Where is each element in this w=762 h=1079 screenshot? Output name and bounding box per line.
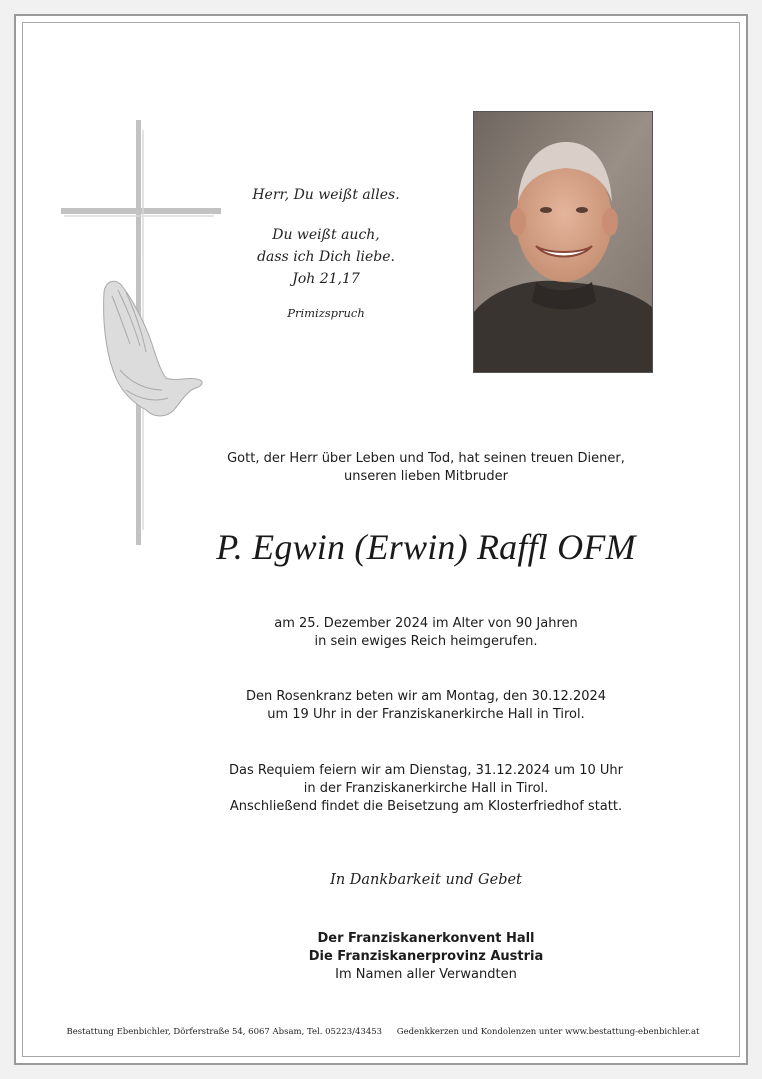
verse-line-1: Herr, Du weißt alles. (252, 187, 400, 203)
requiem-info (166, 762, 686, 816)
portrait-photo (473, 111, 653, 373)
intro-line-2: unseren lieben Mitbruder (344, 469, 508, 484)
requiem-line-2: in der Franziskanerkirche Hall in Tirol. (303, 781, 549, 796)
death-line-2: in sein ewiges Reich heimgerufen. (314, 634, 538, 649)
mourners (166, 930, 686, 984)
requiem-line-1: Das Requiem feiern wir am Dienstag, 31.12.2024 um 10 Uhr (229, 763, 623, 778)
bible-verse (231, 184, 421, 320)
verse-caption: Primizspruch (287, 306, 365, 320)
rosary-line-2: um 19 Uhr in der Franziskanerkirche Hall in Tirol. (267, 707, 585, 722)
mourner-line-1: Der Franziskanerkonvent Hall (317, 931, 535, 946)
closing-phrase: In Dankbarkeit und Gebet (330, 872, 522, 888)
verse-line-3: dass ich Dich liebe. (257, 249, 395, 265)
mourner-line-3: Im Namen aller Verwandten (335, 967, 517, 982)
deceased-name: P. Egwin (Erwin) Raffl OFM (216, 527, 636, 567)
intro-line-1: Gott, der Herr über Leben und Tod, hat seinen treuen Diener, (227, 451, 625, 466)
intro-text (166, 450, 686, 486)
death-line-1: am 25. Dezember 2024 im Alter von 90 Jahren (274, 616, 578, 631)
parte-card (14, 14, 748, 1065)
requiem-line-3: Anschließend findet die Beisetzung am Klosterfriedhof statt. (229, 799, 623, 814)
verse-line-2: Du weißt auch, (272, 227, 380, 243)
mourner-line-2: Die Franziskanerprovinz Austria (308, 949, 544, 964)
online-condolences: Gedenkkerzen und Kondolenzen unter www.bestattung-ebenbichler.at (396, 1027, 700, 1037)
footer (16, 1027, 750, 1037)
rosary-info (166, 688, 686, 724)
death-notice (166, 615, 686, 651)
rosary-line-1: Den Rosenkranz beten wir am Montag, den 30.12.2024 (245, 689, 607, 704)
undertaker-info: Bestattung Ebenbichler, Dörferstraße 54, 6067 Absam, Tel. 05223/43453 (66, 1027, 383, 1037)
verse-reference: Joh 21,17 (292, 271, 360, 287)
